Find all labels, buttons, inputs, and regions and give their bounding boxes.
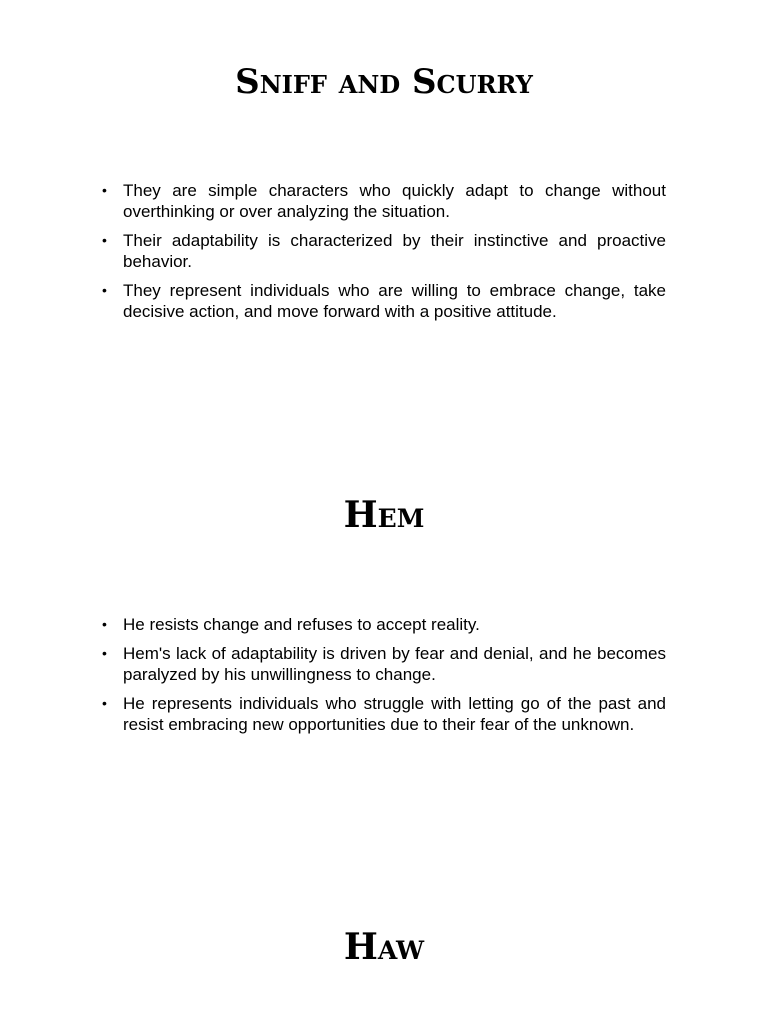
section-title-haw: Haw <box>343 926 425 968</box>
bullet-list-hem <box>102 614 666 743</box>
list-item-text: Their adaptability is characterized by their instinctive and proactive behavior. <box>123 231 666 271</box>
list-item <box>102 280 666 322</box>
section-title-sniff-and-scurry: Sniff and Scurry <box>235 62 533 102</box>
bullet-icon: • <box>102 616 107 632</box>
bullet-icon: • <box>102 232 107 248</box>
list-item <box>102 693 666 735</box>
list-item <box>102 614 666 635</box>
list-item <box>102 230 666 272</box>
section-title-hem: Hem <box>343 494 425 536</box>
bullet-icon: • <box>102 182 107 198</box>
bullet-icon: • <box>102 695 107 711</box>
list-item-text: He resists change and refuses to accept reality. <box>123 615 480 634</box>
list-item-text: Hem's lack of adaptability is driven by fear and denial, and he becomes paralyzed by his unwillingness to change. <box>123 644 666 684</box>
list-item <box>102 643 666 685</box>
list-item-text: They are simple characters who quickly adapt to change without overthinking or over analyzing the situation. <box>123 181 666 221</box>
list-item-text: They represent individuals who are willing to embrace change, take decisive action, and move forward with a positive attitude. <box>123 281 666 321</box>
list-item-text: He represents individuals who struggle with letting go of the past and resist embracing new opportunities due to their fear of the unknown. <box>123 694 666 734</box>
list-item <box>102 180 666 222</box>
bullet-icon: • <box>102 645 107 661</box>
bullet-list-sniff-and-scurry <box>102 180 666 330</box>
bullet-icon: • <box>102 282 107 298</box>
